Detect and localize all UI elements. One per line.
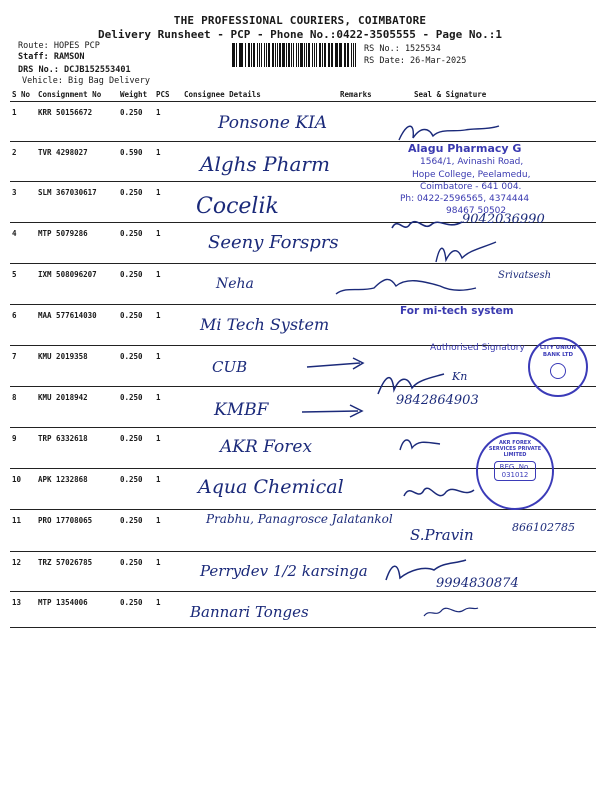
- cell-sno: 3: [10, 182, 36, 223]
- barcode-bar: [324, 43, 326, 67]
- cell-weight: 0.250: [118, 428, 154, 469]
- barcode-bar: [339, 43, 342, 67]
- cell-consignment-no: TVR 4298027: [36, 142, 118, 182]
- col-remarks: Remarks: [338, 88, 396, 102]
- akr-reg-number: 031012: [501, 471, 529, 479]
- cell-weight: 0.250: [118, 305, 154, 346]
- cell-pcs: 1: [154, 592, 182, 628]
- barcode-bar: [329, 43, 330, 67]
- cell-pcs: 1: [154, 182, 182, 223]
- cell-consignment-no: TRZ 57026785: [36, 552, 118, 592]
- handwriting-consignee: AKR Forex: [220, 437, 313, 457]
- signature-row5: [330, 268, 480, 308]
- barcode-bar: [282, 43, 285, 67]
- barcode-bar: [353, 43, 355, 67]
- cell-consignment-no: MAA 577614030: [36, 305, 118, 346]
- phone-handwritten: 866102785: [512, 521, 575, 534]
- barcode-bar: [245, 43, 247, 67]
- runsheet-subtitle: Delivery Runsheet - PCP - Phone No.:0422-3505555 - Page No.:1: [98, 28, 502, 41]
- barcode-bar: [259, 43, 260, 67]
- barcode-bar: [298, 43, 299, 67]
- cell-pcs: 1: [154, 264, 182, 305]
- cell-sno: 7: [10, 346, 36, 387]
- cell-consignment-no: IXM 508096207: [36, 264, 118, 305]
- barcode-bar: [293, 43, 294, 67]
- barcode-bar: [300, 43, 303, 67]
- handwriting-consignee: Cocelik: [196, 194, 279, 219]
- cell-sno: 4: [10, 223, 36, 264]
- signature-row4b: [430, 238, 500, 266]
- cell-weight: 0.250: [118, 102, 154, 142]
- cell-weight: 0.590: [118, 142, 154, 182]
- arrow-icon: [300, 400, 370, 422]
- handwriting-consignee: Mi Tech System: [200, 315, 330, 334]
- cell-weight: 0.250: [118, 552, 154, 592]
- barcode-bar: [242, 43, 243, 67]
- cell-consignment-no: KMU 2018942: [36, 387, 118, 428]
- cell-consignment-no: KMU 2019358: [36, 346, 118, 387]
- cell-sno: 9: [10, 428, 36, 469]
- rs-number: RS No.: 1525534: [364, 44, 441, 54]
- barcode-bar: [261, 43, 263, 67]
- vehicle-label: Vehicle: Big Bag Delivery: [22, 76, 150, 86]
- cell-pcs: 1: [154, 305, 182, 346]
- kn-mark: Kn: [452, 370, 468, 383]
- signature-row9: [396, 432, 446, 454]
- barcode-bar: [251, 43, 252, 67]
- cell-pcs: 1: [154, 346, 182, 387]
- handwriting-consignee: Prabhu, Panagrosce Jalatankol: [206, 512, 393, 526]
- drs-number: DRS No.: DCJB152553401: [18, 65, 131, 75]
- signature-row10: [398, 478, 478, 508]
- mitech-stamp-auth: Authorised Signatory: [430, 343, 525, 353]
- handwriting-consignee: Bannari Tonges: [190, 603, 309, 621]
- barcode-bar: [239, 43, 242, 67]
- barcode-bar: [286, 43, 287, 67]
- col-pcs: PCS: [154, 88, 182, 102]
- barcode-bar: [345, 43, 346, 67]
- handwriting-consignee: Ponsone KIA: [218, 113, 327, 133]
- handwriting-consignee: Perrydev 1/2 karsinga: [200, 562, 368, 580]
- pharmacy-stamp-phone: 98467 50502: [446, 206, 507, 216]
- mitech-stamp-for: For mi-tech system: [400, 305, 514, 317]
- cell-sno: 2: [10, 142, 36, 182]
- handwriting-consignee: Neha: [216, 276, 254, 292]
- handwriting-consignee: Aqua Chemical: [198, 476, 344, 498]
- cell-sno: 12: [10, 552, 36, 592]
- col-weight: Weight: [118, 88, 154, 102]
- cell-remarks: [338, 592, 396, 628]
- cell-sno: 1: [10, 102, 36, 142]
- rs-date: RS Date: 26-Mar-2025: [364, 56, 467, 66]
- cell-sno: 10: [10, 469, 36, 510]
- handwriting-consignee: CUB: [212, 358, 248, 376]
- barcode-bar: [291, 43, 292, 67]
- cell-remarks: [338, 142, 396, 182]
- barcode-bar: [308, 43, 310, 67]
- cell-pcs: 1: [154, 552, 182, 592]
- phone-handwritten: 9842864903: [396, 393, 479, 408]
- handwriting-consignee: Seeny Forsprs: [208, 232, 339, 253]
- table-header-row: [10, 88, 596, 102]
- cell-remarks: [338, 428, 396, 469]
- col-seal: Seal & Signature: [396, 88, 596, 102]
- cell-weight: 0.250: [118, 469, 154, 510]
- cell-remarks: [338, 469, 396, 510]
- cell-consignment-no: MTP 1354006: [36, 592, 118, 628]
- pharmacy-stamp-address: Coimbatore - 641 004.: [420, 182, 522, 192]
- pharmacy-stamp-address: Hope College, Peelamedu,: [412, 170, 531, 180]
- akr-forex-seal: [476, 432, 554, 510]
- cell-sno: 6: [10, 305, 36, 346]
- barcode-bar: [253, 43, 256, 67]
- cell-pcs: 1: [154, 510, 182, 552]
- col-consignee: Consignee Details: [182, 88, 338, 102]
- pharmacy-stamp-address: 1564/1, Avinashi Road,: [420, 157, 524, 167]
- barcode: [232, 43, 358, 67]
- cell-consignment-no: PRO 17708065: [36, 510, 118, 552]
- cell-consignee: [182, 264, 338, 305]
- signature-row4: [388, 212, 468, 238]
- phone-handwritten: 9042036990: [462, 212, 545, 227]
- cell-sno: 8: [10, 387, 36, 428]
- cub-seal-text: CITY UNION BANK LTD: [539, 345, 577, 358]
- barcode-bar: [234, 43, 235, 67]
- barcode-bar: [319, 43, 322, 67]
- barcode-bar: [268, 43, 271, 67]
- cub-seal: [528, 337, 588, 397]
- staff-label: Staff: RAMSON: [18, 52, 85, 62]
- cell-consignment-no: TRP 6332618: [36, 428, 118, 469]
- barcode-bar: [236, 43, 237, 67]
- arrow-icon: [305, 355, 375, 375]
- barcode-bar: [331, 43, 333, 67]
- cell-weight: 0.250: [118, 264, 154, 305]
- barcode-bar: [316, 43, 317, 67]
- barcode-bar: [277, 43, 278, 67]
- phone-handwritten: 9994830874: [436, 576, 519, 591]
- cell-sno: 5: [10, 264, 36, 305]
- cell-consignment-no: KRR 50156672: [36, 102, 118, 142]
- akr-reg-label: REG. No.: [499, 463, 531, 471]
- company-title: THE PROFESSIONAL COURIERS, COIMBATORE: [173, 14, 427, 27]
- barcode-bar: [347, 43, 349, 67]
- seal-emblem-icon: [550, 363, 566, 379]
- barcode-bar: [337, 43, 338, 67]
- col-consignment: Consignment No: [36, 88, 118, 102]
- pharmacy-stamp-name: Alagu Pharmacy G: [408, 142, 522, 155]
- barcode-bar: [355, 43, 356, 67]
- handwriting-consignee: KMBF: [214, 400, 269, 420]
- cell-weight: 0.250: [118, 387, 154, 428]
- route-label: Route: HOPES PCP: [18, 41, 100, 51]
- barcode-bar: [275, 43, 276, 67]
- cell-pcs: 1: [154, 428, 182, 469]
- barcode-bar: [322, 43, 323, 67]
- cell-weight: 0.250: [118, 346, 154, 387]
- signature-name: S.Pravin: [410, 526, 474, 544]
- cell-consignment-no: SLM 367030617: [36, 182, 118, 223]
- cell-pcs: 1: [154, 469, 182, 510]
- cell-weight: 0.250: [118, 182, 154, 223]
- barcode-bar: [266, 43, 267, 67]
- signature-row13: [420, 600, 480, 622]
- cell-weight: 0.250: [118, 510, 154, 552]
- cell-remarks: [338, 305, 396, 346]
- signature-name: Srivatsesh: [498, 270, 552, 281]
- col-sno: S No: [10, 88, 36, 102]
- handwriting-consignee: Alghs Pharm: [200, 152, 330, 176]
- cell-sno: 11: [10, 510, 36, 552]
- cell-weight: 0.250: [118, 223, 154, 264]
- cell-pcs: 1: [154, 142, 182, 182]
- akr-seal-text: AKR FOREX SERVICES PRIVATE LIMITED: [488, 440, 542, 458]
- signature-row1: [395, 118, 505, 148]
- cell-consignment-no: APK 1232868: [36, 469, 118, 510]
- barcode-bar: [306, 43, 307, 67]
- barcode-bar: [314, 43, 315, 67]
- cell-pcs: 1: [154, 387, 182, 428]
- cell-pcs: 1: [154, 102, 182, 142]
- akr-reg-box: [494, 461, 536, 481]
- cell-remarks: [338, 102, 396, 142]
- cell-sno: 13: [10, 592, 36, 628]
- cell-pcs: 1: [154, 223, 182, 264]
- cell-consignment-no: MTP 5079286: [36, 223, 118, 264]
- pharmacy-stamp-phone: Ph: 0422-2596565, 4374444: [400, 194, 530, 204]
- cell-weight: 0.250: [118, 592, 154, 628]
